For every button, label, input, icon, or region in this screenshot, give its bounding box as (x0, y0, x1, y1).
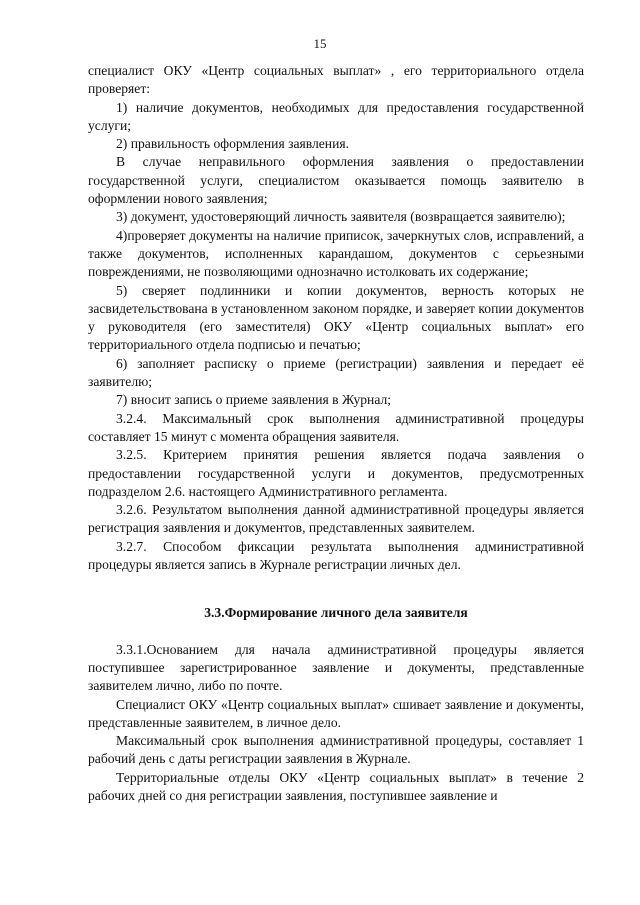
paragraph: Максимальный срок выполнения административной процедуры, составляет 1 рабочий день с даты регистрации заявления в Журнале. (88, 733, 584, 767)
paragraph: Территориальные отделы ОКУ «Центр социальных выплат» в течение 2 рабочих дней со дня регистрации заявления, поступившее заявление и (88, 769, 584, 803)
paragraph: 3.2.5. Критерием принятия решения является подача заявления о предоставлении государственной услуги и документов, предусмотренных подразделом 2.6. настоящего Административного регламента. (88, 447, 584, 499)
paragraph: 3) документ, удостоверяющий личность заявителя (возвращается заявителю); (116, 209, 566, 225)
paragraph: В случае неправильного оформления заявления о предоставлении государственной услуги, специалистом оказывается помощь заявителю в оформлении нового заявления; (88, 154, 584, 207)
section-heading: 3.3.Формирование личного дела заявителя (204, 605, 468, 621)
paragraph: 3.3.1.Основанием для начала административной процедуры является поступившее зарегистрированное заявление и документы, представленные заявителем лично, либо по почте. (88, 641, 584, 694)
paragraph: 2) правильность оформления заявления. (116, 136, 350, 152)
paragraph: 7) вносит запись о приеме заявления в Журнал; (116, 392, 392, 408)
page-number: 15 (313, 36, 327, 51)
paragraph: 3.2.7. Способом фиксации результата выполнения административной процедуры является запись в Журнале регистрации личных дел. (88, 538, 584, 573)
paragraph: специалист ОКУ «Центр социальных выплат» , его территориального отдела проверяет: (88, 63, 584, 97)
paragraph: 5) сверяет подлинники и копии документов, верность которых не засвидетельствована в установленном законом порядке, и заверяет копии документов у руководителя (его заместителя) ОКУ «Центр социальных выплат» его территориального отдела подписью и печатью; (88, 282, 584, 353)
paragraph: 3.2.4. Максимальный срок выполнения административной процедуры составляет 15 минут с момента обращения заявителя. (88, 410, 584, 444)
document-body (88, 62, 584, 805)
paragraph: Специалист ОКУ «Центр социальных выплат» сшивает заявление и документы, представленные заявителем, в личное дело. (88, 696, 584, 730)
paragraph: 4)проверяет документы на наличие приписок, зачеркнутых слов, исправлений, а также документов, исполненных карандашом, документов с серьезными повреждениями, не позволяющими однозначно истолковать их содержание; (88, 227, 584, 280)
paragraph: 6) заполняет расписку о приеме (регистрации) заявления и передает её заявителю; (88, 355, 584, 390)
paragraph: 3.2.6. Результатом выполнения данной административной процедуры является регистрация заявления и документов, представленных заявителем. (88, 502, 584, 536)
paragraph: 1) наличие документов, необходимых для предоставления государственной услуги; (88, 99, 584, 133)
